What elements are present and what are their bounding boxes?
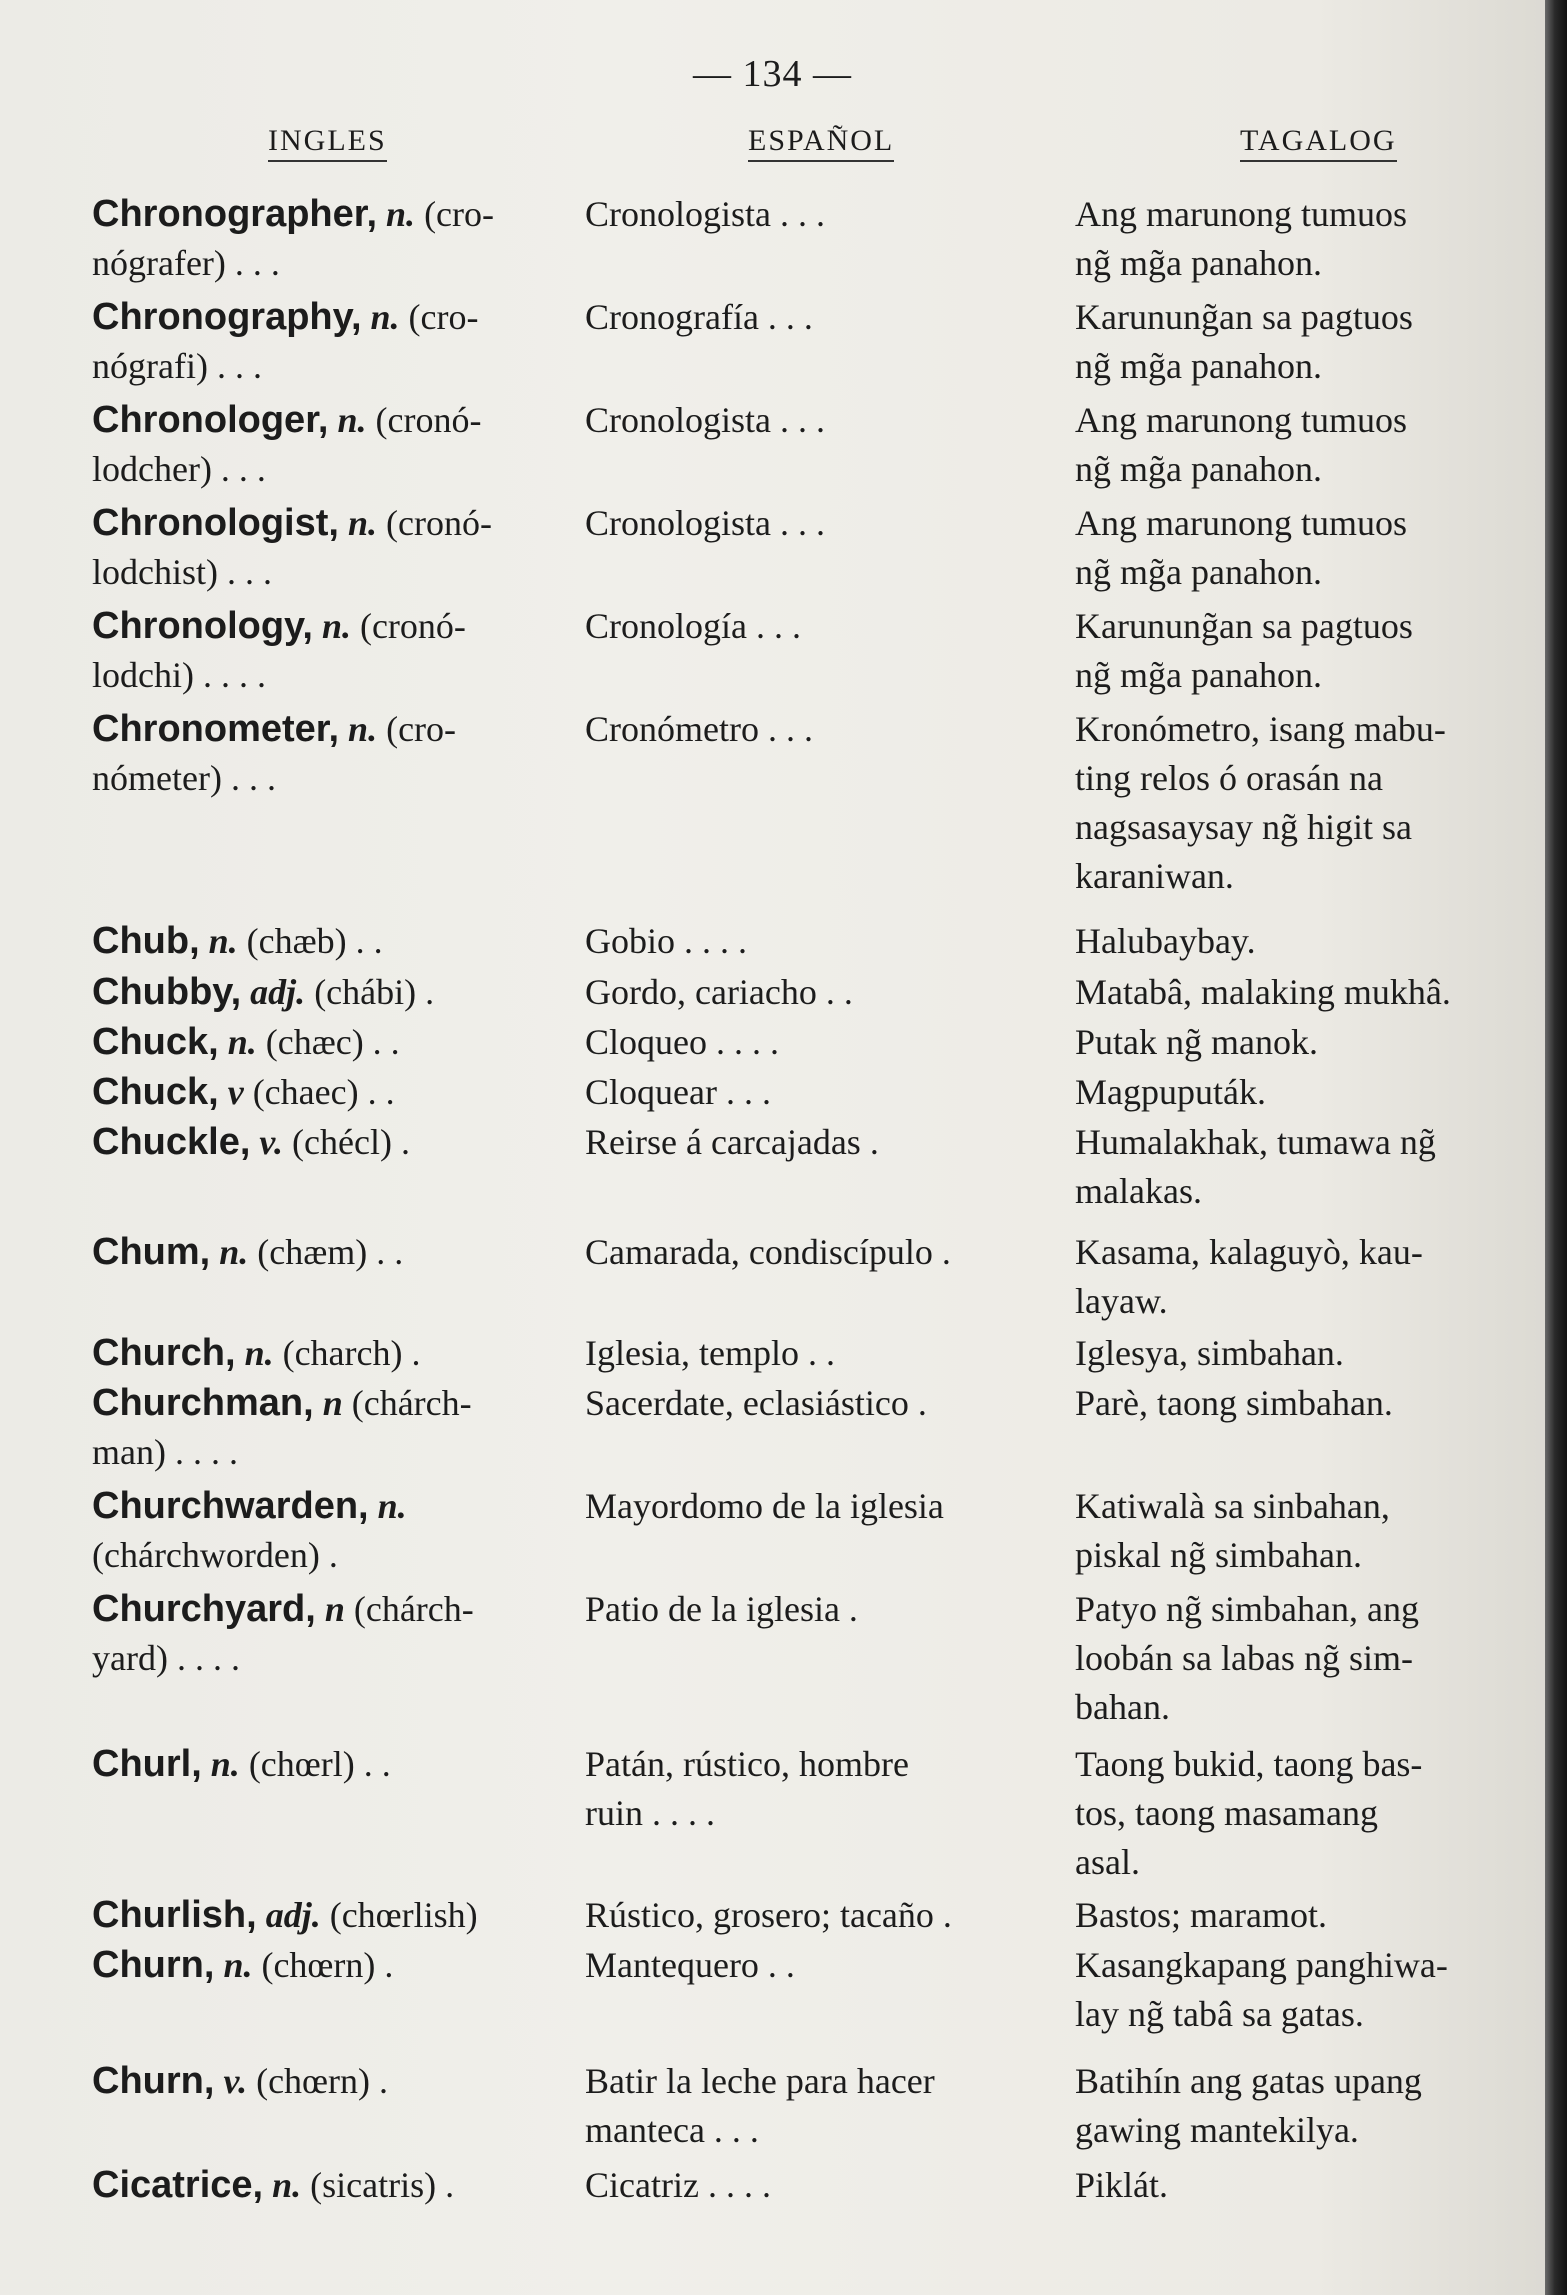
part-of-speech: n. <box>223 1945 253 1985</box>
dictionary-entry <box>0 1329 1545 1379</box>
pronunciation: (cro- nómeter) . . . <box>92 709 457 798</box>
part-of-speech: n. <box>210 1744 240 1784</box>
english-term <box>92 1379 562 1477</box>
english-term <box>92 1740 562 1789</box>
dictionary-entry <box>0 1891 1545 1941</box>
page-binding <box>1545 0 1567 2295</box>
pronunciation: (cronó- lodcher) . . . <box>92 400 482 489</box>
column-header-espanol: ESPAÑOL <box>748 126 894 162</box>
pronunciation: (charch) . <box>273 1333 421 1373</box>
spanish-translation: Camarada, condiscípulo . <box>585 1232 951 1272</box>
dictionary-entry <box>0 1379 1545 1482</box>
english-term <box>92 1018 562 1067</box>
part-of-speech: adj. <box>265 1895 321 1935</box>
tagalog-translation: Kasangkapang panghiwa- lay ng̃ tabâ sa gatas. <box>1075 1945 1448 2034</box>
dictionary-entry <box>0 705 1545 917</box>
part-of-speech: n <box>322 1383 343 1423</box>
headword: Chronographer, <box>92 193 378 235</box>
headword: Chronologer, <box>92 399 329 441</box>
dictionary-entry <box>0 2161 1545 2210</box>
dictionary-entry <box>0 190 1545 293</box>
english-term <box>92 1941 562 1990</box>
part-of-speech: n. <box>208 921 238 961</box>
part-of-speech: n. <box>348 709 378 749</box>
dictionary-entry <box>0 1018 1545 1068</box>
pronunciation: (chæb) . . <box>237 921 383 961</box>
pronunciation: (chœrlish) <box>320 1895 478 1935</box>
part-of-speech: n. <box>244 1333 274 1373</box>
part-of-speech: n. <box>227 1022 257 1062</box>
part-of-speech: n. <box>337 400 367 440</box>
part-of-speech: n. <box>347 503 377 543</box>
tagalog-translation: Batihín ang gatas upang gawing mantekilya. <box>1075 2061 1422 2150</box>
headword: Church, <box>92 1332 236 1374</box>
english-term <box>92 917 562 966</box>
pronunciation: (chœrn) . <box>247 2061 389 2101</box>
spanish-translation: Sacerdate, eclasiástico . <box>585 1383 927 1423</box>
pronunciation: (cronó- lodchi) . . . . <box>92 606 466 695</box>
part-of-speech: n. <box>272 2165 302 2205</box>
part-of-speech: v. <box>259 1122 284 1162</box>
dictionary-entry <box>0 1228 1545 1329</box>
part-of-speech: adj. <box>250 972 306 1012</box>
column-header-ingles: INGLES <box>268 126 387 162</box>
tagalog-translation: Katiwalà sa sinbahan, piskal ng̃ simbahan. <box>1075 1486 1390 1575</box>
headword: Cicatrice, <box>92 2164 264 2206</box>
spanish-translation: Cronografía . . . <box>585 297 813 337</box>
spanish-translation: Cicatriz . . . . <box>585 2165 771 2205</box>
english-term <box>92 293 562 391</box>
headword: Churn, <box>92 1944 215 1986</box>
english-term <box>92 2161 562 2210</box>
tagalog-translation: Karunung̃an sa pagtuos ng̃ mg̃a panahon. <box>1075 606 1413 695</box>
tagalog-translation: Kasama, kalaguyò, kau- layaw. <box>1075 1232 1423 1321</box>
spanish-translation: Cronómetro . . . <box>585 709 813 749</box>
dictionary-entry <box>0 968 1545 1018</box>
headword: Chuck, <box>92 1021 219 1063</box>
pronunciation: (chárch- man) . . . . <box>92 1383 472 1472</box>
spanish-translation: Gordo, cariacho . . <box>585 972 853 1012</box>
spanish-translation: Batir la leche para hacer manteca . . . <box>585 2061 935 2150</box>
tagalog-translation: Kronómetro, isang mabu- ting relos ó orasán na nagsasaysay ng̃ higit sa karaniwan. <box>1075 709 1446 896</box>
page-number: — 134 — <box>693 53 852 95</box>
english-term <box>92 190 562 288</box>
pronunciation: (chæm) . . <box>248 1232 404 1272</box>
english-term <box>92 602 562 700</box>
column-header-tagalog: TAGALOG <box>1240 126 1397 162</box>
headword: Chubby, <box>92 971 242 1013</box>
english-term <box>92 705 562 803</box>
headword: Chronography, <box>92 296 362 338</box>
dictionary-entry <box>0 1585 1545 1740</box>
english-term <box>92 396 562 494</box>
headword: Churchman, <box>92 1382 314 1424</box>
dictionary-entry <box>0 1118 1545 1228</box>
pronunciation: (chaec) . . <box>243 1072 395 1112</box>
part-of-speech: v. <box>223 2061 248 2101</box>
spanish-translation: Cronologista . . . <box>585 503 825 543</box>
part-of-speech: n <box>324 1589 345 1629</box>
tagalog-translation: Matabâ, malaking mukhâ. <box>1075 972 1451 1012</box>
tagalog-translation: Ang marunong tumuos ng̃ mg̃a panahon. <box>1075 194 1407 283</box>
spanish-translation: Cloqueo . . . . <box>585 1022 779 1062</box>
english-term <box>92 1118 562 1167</box>
spanish-translation: Gobio . . . . <box>585 921 747 961</box>
spanish-translation: Patán, rústico, hombre ruin . . . . <box>585 1744 909 1833</box>
pronunciation: (chécl) . <box>283 1122 410 1162</box>
spanish-translation: Rústico, grosero; tacaño . <box>585 1895 952 1935</box>
spanish-translation: Cronologista . . . <box>585 194 825 234</box>
spanish-translation: Mayordomo de la iglesia <box>585 1486 944 1526</box>
dictionary-entry <box>0 1068 1545 1118</box>
spanish-translation: Cronologista . . . <box>585 400 825 440</box>
dictionary-entry <box>0 499 1545 602</box>
spanish-translation: Iglesia, templo . . <box>585 1333 835 1373</box>
english-term <box>92 968 562 1017</box>
pronunciation: (chœrn) . <box>252 1945 394 1985</box>
part-of-speech: n. <box>370 297 400 337</box>
tagalog-translation: Humalakhak, tumawa ng̃ malakas. <box>1075 1122 1436 1211</box>
tagalog-translation: Putak ng̃ manok. <box>1075 1022 1318 1062</box>
tagalog-translation: Iglesya, simbahan. <box>1075 1333 1344 1373</box>
dictionary-entry <box>0 293 1545 396</box>
headword: Chronologist, <box>92 502 339 544</box>
tagalog-translation: Ang marunong tumuos ng̃ mg̃a panahon. <box>1075 400 1407 489</box>
english-term <box>92 1482 562 1580</box>
english-term <box>92 1329 562 1378</box>
part-of-speech: n. <box>386 194 416 234</box>
pronunciation: (chæc) . . <box>256 1022 400 1062</box>
part-of-speech: n. <box>321 606 351 646</box>
headword: Churn, <box>92 2060 215 2102</box>
tagalog-translation: Magpuputák. <box>1075 1072 1266 1112</box>
english-term <box>92 2057 562 2106</box>
pronunciation: (chœrl) . . <box>239 1744 391 1784</box>
dictionary-entry <box>0 1482 1545 1585</box>
spanish-translation: Patio de la iglesia . <box>585 1589 858 1629</box>
pronunciation: (chárch- yard) . . . . <box>92 1589 474 1678</box>
tagalog-translation: Ang marunong tumuos ng̃ mg̃a panahon. <box>1075 503 1407 592</box>
tagalog-translation: Parè, taong simbahan. <box>1075 1383 1393 1423</box>
pronunciation: (chábi) . <box>305 972 435 1012</box>
pronunciation: (sicatris) . <box>301 2165 455 2205</box>
headword: Churchwarden, <box>92 1485 369 1527</box>
entry-list <box>0 190 1545 2210</box>
pronunciation: (cro- nógrafer) . . . <box>92 194 495 283</box>
spanish-translation: Reirse á carcajadas . <box>585 1122 879 1162</box>
tagalog-translation: Piklát. <box>1075 2165 1169 2205</box>
tagalog-translation: Halubaybay. <box>1075 921 1256 961</box>
english-term <box>92 1891 562 1940</box>
english-term <box>92 1228 562 1277</box>
dictionary-entry <box>0 396 1545 499</box>
dictionary-entry <box>0 602 1545 705</box>
headword: Chronometer, <box>92 708 340 750</box>
english-term <box>92 1585 562 1683</box>
pronunciation: (chárchworden) . <box>92 1535 338 1575</box>
tagalog-translation: Taong bukid, taong bas- tos, taong masamang asal. <box>1075 1744 1423 1882</box>
spanish-translation: Mantequero . . <box>585 1945 795 1985</box>
part-of-speech: n. <box>377 1486 407 1526</box>
headword: Churchyard, <box>92 1588 316 1630</box>
headword: Chuckle, <box>92 1121 251 1163</box>
spanish-translation: Cloquear . . . <box>585 1072 771 1112</box>
dictionary-entry <box>0 917 1545 968</box>
headword: Chum, <box>92 1231 211 1273</box>
headword: Chuck, <box>92 1071 219 1113</box>
tagalog-translation: Karunung̃an sa pagtuos ng̃ mg̃a panahon. <box>1075 297 1413 386</box>
dictionary-entry <box>0 2057 1545 2161</box>
part-of-speech: n. <box>219 1232 249 1272</box>
spanish-translation: Cronología . . . <box>585 606 801 646</box>
pronunciation: (cro- nógrafi) . . . <box>92 297 479 386</box>
dictionary-entry <box>0 1941 1545 2057</box>
english-term <box>92 1068 562 1117</box>
pronunciation: (cronó- lodchist) . . . <box>92 503 492 592</box>
english-term <box>92 499 562 597</box>
headword: Chub, <box>92 920 200 962</box>
headword: Chronology, <box>92 605 313 647</box>
headword: Churl, <box>92 1743 202 1785</box>
headword: Churlish, <box>92 1894 257 1936</box>
tagalog-translation: Patyo ng̃ simbahan, ang loobán sa labas ng̃ sim- bahan. <box>1075 1589 1419 1727</box>
tagalog-translation: Bastos; maramot. <box>1075 1895 1327 1935</box>
part-of-speech: v <box>227 1072 244 1112</box>
dictionary-entry <box>0 1740 1545 1891</box>
